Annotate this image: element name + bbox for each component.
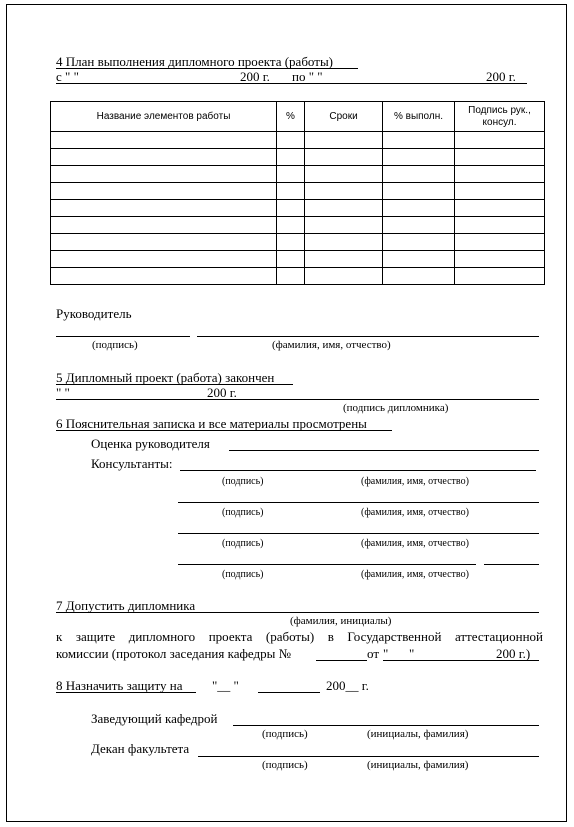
plan-table <box>50 101 545 285</box>
table-cell[interactable] <box>277 183 305 200</box>
table-cell[interactable] <box>383 217 455 234</box>
section-7-title: 7 Допустить дипломника <box>56 598 196 613</box>
table-cell[interactable] <box>455 132 545 149</box>
supervisor-signature-line[interactable] <box>56 336 190 337</box>
protocol-year: 200 г.) <box>496 646 531 661</box>
table-cell[interactable] <box>383 200 455 217</box>
table-cell[interactable] <box>277 251 305 268</box>
table-row <box>51 217 545 234</box>
table-cell[interactable] <box>51 183 277 200</box>
consultant-line-1[interactable] <box>180 470 536 471</box>
table-cell[interactable] <box>51 217 277 234</box>
table-cell[interactable] <box>277 200 305 217</box>
table-cell[interactable] <box>455 268 545 285</box>
table-cell[interactable] <box>455 183 545 200</box>
section-5-title: 5 Дипломный проект (работа) закончен <box>56 370 275 385</box>
table-cell[interactable] <box>305 268 383 285</box>
table-cell[interactable] <box>383 166 455 183</box>
table-cell[interactable] <box>277 149 305 166</box>
consultant-name-caption-4: (фамилия, имя, отчество) <box>361 569 469 580</box>
consultant-sig-caption-1: (подпись) <box>222 476 264 487</box>
consultant-name-caption-3: (фамилия, имя, отчество) <box>361 538 469 549</box>
graduate-name-line[interactable] <box>208 612 539 613</box>
grade-line[interactable] <box>229 450 539 451</box>
table-row <box>51 132 545 149</box>
table-cell[interactable] <box>383 234 455 251</box>
plan-year-to: 200 г. <box>486 69 516 84</box>
table-cell[interactable] <box>383 183 455 200</box>
table-cell[interactable] <box>305 200 383 217</box>
head-of-dept-sig-caption: (подпись) <box>262 728 308 740</box>
table-cell[interactable] <box>455 166 545 183</box>
section-6-underline <box>56 430 392 431</box>
table-cell[interactable] <box>383 149 455 166</box>
supervisor-label: Руководитель <box>56 306 132 321</box>
table-cell[interactable] <box>51 149 277 166</box>
defense-year: 200__ г. <box>326 678 369 693</box>
table-cell[interactable] <box>277 217 305 234</box>
consultant-line-4b[interactable] <box>484 564 539 565</box>
head-of-dept-line[interactable] <box>233 725 539 726</box>
section-5-date: " " <box>56 385 70 400</box>
table-cell[interactable] <box>305 251 383 268</box>
protocol-from-label: от <box>367 646 380 661</box>
consultant-name-caption-1: (фамилия, имя, отчество) <box>361 476 469 487</box>
header-percent-done: % выполн. <box>383 102 455 132</box>
table-cell[interactable] <box>383 132 455 149</box>
table-row <box>51 251 545 268</box>
table-cell[interactable] <box>51 132 277 149</box>
defense-month-line[interactable] <box>258 692 320 693</box>
plan-from-label: с " " <box>56 69 79 84</box>
table-cell[interactable] <box>51 251 277 268</box>
header-signature: Подпись рук., консул. <box>455 102 545 132</box>
table-cell[interactable] <box>305 132 383 149</box>
table-cell[interactable] <box>383 251 455 268</box>
table-cell[interactable] <box>305 234 383 251</box>
consultant-line-2[interactable] <box>178 502 539 503</box>
head-of-dept-name-caption: (инициалы, фамилия) <box>367 728 469 740</box>
section-5-signature-line[interactable] <box>56 399 539 400</box>
table-row <box>51 200 545 217</box>
grade-label: Оценка руководителя <box>91 436 210 451</box>
table-row <box>51 268 545 285</box>
table-cell[interactable] <box>455 251 545 268</box>
protocol-date-open: " <box>383 646 389 661</box>
table-row <box>51 234 545 251</box>
section-5-year: 200 г. <box>207 385 237 400</box>
section-7-text-line-2: комиссии (протокол заседания кафедры № <box>56 646 292 661</box>
plan-table-header <box>51 102 545 132</box>
protocol-date-close: " <box>409 646 415 661</box>
supervisor-name-caption: (фамилия, имя, отчество) <box>272 339 391 351</box>
table-cell[interactable] <box>455 217 545 234</box>
table-cell[interactable] <box>51 268 277 285</box>
table-cell[interactable] <box>51 166 277 183</box>
graduate-name-caption: (фамилия, инициалы) <box>290 615 392 627</box>
dean-name-caption: (инициалы, фамилия) <box>367 759 469 771</box>
table-cell[interactable] <box>455 234 545 251</box>
section-8-underline <box>56 692 196 693</box>
table-cell[interactable] <box>51 200 277 217</box>
plan-to-label: по " " <box>292 69 323 84</box>
section-5-caption: (подпись дипломника) <box>343 402 449 414</box>
consultant-sig-caption-4: (подпись) <box>222 569 264 580</box>
consultants-label: Консультанты: <box>91 456 173 471</box>
section-7-underline <box>56 612 208 613</box>
section-6-title: 6 Пояснительная записка и все материалы просмотрены <box>56 416 367 431</box>
section-8-title: 8 Назначить защиту на <box>56 678 183 693</box>
table-cell[interactable] <box>383 268 455 285</box>
section-5-underline <box>56 384 293 385</box>
table-cell[interactable] <box>277 268 305 285</box>
supervisor-name-line[interactable] <box>197 336 539 337</box>
table-row <box>51 166 545 183</box>
table-cell[interactable] <box>455 149 545 166</box>
head-of-dept-label: Заведующий кафедрой <box>91 711 218 726</box>
table-cell[interactable] <box>51 234 277 251</box>
header-deadlines: Сроки <box>305 102 383 132</box>
table-cell[interactable] <box>305 217 383 234</box>
table-row <box>51 183 545 200</box>
dean-line[interactable] <box>198 756 539 757</box>
protocol-number-line[interactable] <box>316 660 367 661</box>
table-cell[interactable] <box>277 132 305 149</box>
header-percent: % <box>277 102 305 132</box>
defense-date-open: "__ " <box>212 678 239 693</box>
dean-sig-caption: (подпись) <box>262 759 308 771</box>
section-7-text-line-1: к защите дипломного проекта (работы) в Государственной аттестационной <box>56 629 543 644</box>
plan-dates-line[interactable] <box>56 83 527 84</box>
dean-label: Декан факультета <box>91 741 190 756</box>
table-cell[interactable] <box>305 149 383 166</box>
header-work-elements: Название элементов работы <box>51 102 277 132</box>
table-cell[interactable] <box>305 183 383 200</box>
table-cell[interactable] <box>455 200 545 217</box>
section-4-title: 4 План выполнения дипломного проекта (работы) <box>56 54 334 69</box>
consultant-sig-caption-3: (подпись) <box>222 538 264 549</box>
table-cell[interactable] <box>277 166 305 183</box>
consultant-line-4[interactable] <box>178 564 476 565</box>
plan-year-from: 200 г. <box>240 69 270 84</box>
consultant-sig-caption-2: (подпись) <box>222 507 264 518</box>
table-row <box>51 149 545 166</box>
table-cell[interactable] <box>305 166 383 183</box>
table-cell[interactable] <box>277 234 305 251</box>
consultant-line-3[interactable] <box>178 533 539 534</box>
consultant-name-caption-2: (фамилия, имя, отчество) <box>361 507 469 518</box>
supervisor-sig-caption: (подпись) <box>92 339 138 351</box>
